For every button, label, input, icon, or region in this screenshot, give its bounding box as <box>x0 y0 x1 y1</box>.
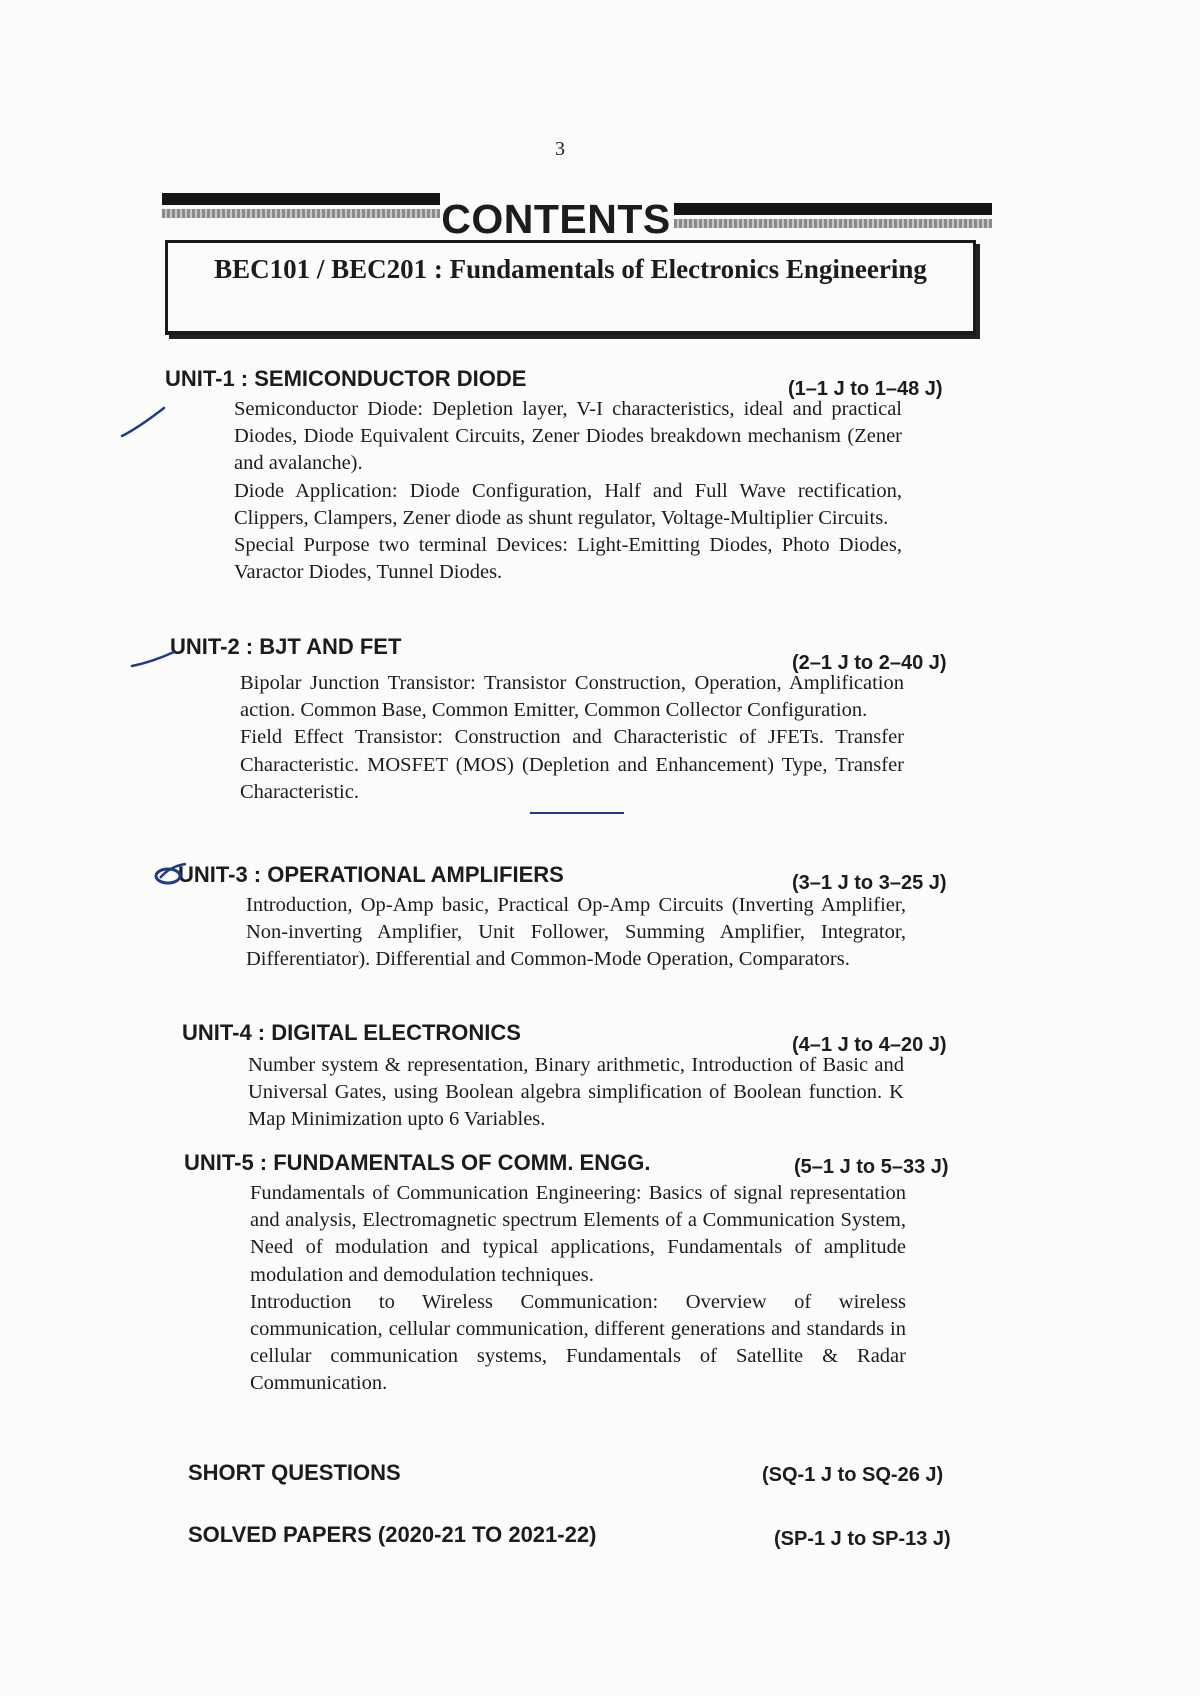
unit-description <box>246 892 906 974</box>
pen-underline-mark <box>128 644 188 674</box>
solved-papers-label: SOLVED PAPERS (2020-21 TO 2021-22) <box>188 1522 597 1547</box>
unit-heading: UNIT-4 : DIGITAL ELECTRONICS <box>182 1020 521 1045</box>
page-number: 3 <box>555 138 565 160</box>
subject-box <box>165 240 976 335</box>
unit-description <box>248 1052 904 1134</box>
banner-left-bar <box>162 193 440 205</box>
unit-page-range: (2–1 J to 2–40 J) <box>792 652 947 674</box>
unit-paragraph: Introduction, Op-Amp basic, Practical Op-Amp Circuits (Inverting Amplifier, Non-inverting Amplifier, Unit Follower, Summing Amplifier, Integrator, Differentiator). Differential and Common-Mode Operation, Comparators. <box>246 894 906 971</box>
pen-scribble-mark <box>150 858 192 888</box>
unit-heading: UNIT-5 : FUNDAMENTALS OF COMM. ENGG. <box>184 1150 651 1175</box>
short-questions-label: SHORT QUESTIONS <box>188 1460 401 1485</box>
unit-heading: UNIT-3 : OPERATIONAL AMPLIFIERS <box>178 862 564 887</box>
unit-description <box>250 1180 906 1398</box>
unit-paragraph: Semiconductor Diode: Depletion layer, V-I characteristics, ideal and practical Diodes, Diode Equivalent Circuits, Zener Diodes breakdown mechanism (Zener and avalanche). <box>234 398 902 475</box>
unit-page-range: (5–1 J to 5–33 J) <box>794 1156 949 1178</box>
unit-paragraph: Field Effect Transistor: Construction and Characteristic of JFETs. Transfer Characteristic. MOSFET (MOS) (Depletion and Enhancement) Type, Transfer Characteristic. <box>240 726 904 803</box>
unit-description <box>240 670 904 806</box>
short-questions-range: (SQ-1 J to SQ-26 J) <box>762 1464 944 1486</box>
contents-title: CONTENTS <box>441 196 671 242</box>
solved-papers-range: (SP-1 J to SP-13 J) <box>774 1528 951 1550</box>
unit-heading: UNIT-2 : BJT AND FET <box>170 634 402 659</box>
unit-page-range: (1–1 J to 1–48 J) <box>788 378 943 400</box>
subject-title: BEC101 / BEC201 : Fundamentals of Electronics Engineering <box>214 254 927 284</box>
unit-heading: UNIT-1 : SEMICONDUCTOR DIODE <box>165 366 527 391</box>
unit-paragraph: Diode Application: Diode Configuration, Half and Full Wave rectification, Clippers, Clampers, Zener diode as shunt regulator, Voltage-Multiplier Circuits. <box>234 479 902 529</box>
banner-right-shade <box>674 219 992 228</box>
pen-underline-mosfet <box>528 808 628 818</box>
pen-tick-mark <box>118 400 178 440</box>
unit-paragraph: Fundamentals of Communication Engineering: Basics of signal representation and analysis, Electromagnetic spectrum Elements of a Communication System, Need of modulation and typical applications, Fundamentals of amplitude modulation and demodulation techniques. <box>250 1182 906 1286</box>
banner-right-bar <box>674 203 992 215</box>
unit-paragraph: Introduction to Wireless Communication: Overview of wireless communication, cellular communication, different generations and standards in cellular communication systems, Fundamentals of Satellite & Radar Communication. <box>250 1290 906 1395</box>
unit-page-range: (4–1 J to 4–20 J) <box>792 1034 947 1056</box>
unit-paragraph: Bipolar Junction Transistor: Transistor Construction, Operation, Amplification action. Common Base, Common Emitter, Common Collector Configuration. <box>240 672 904 722</box>
unit-paragraph: Number system & representation, Binary arithmetic, Introduction of Basic and Universal Gates, using Boolean algebra simplification of Boolean function. K Map Minimization upto 6 Variables. <box>248 1054 904 1131</box>
banner-left-shade <box>162 209 440 218</box>
unit-paragraph: Special Purpose two terminal Devices: Light-Emitting Diodes, Photo Diodes, Varactor Diodes, Tunnel Diodes. <box>234 534 902 584</box>
unit-description <box>234 396 902 586</box>
unit-page-range: (3–1 J to 3–25 J) <box>792 872 947 894</box>
